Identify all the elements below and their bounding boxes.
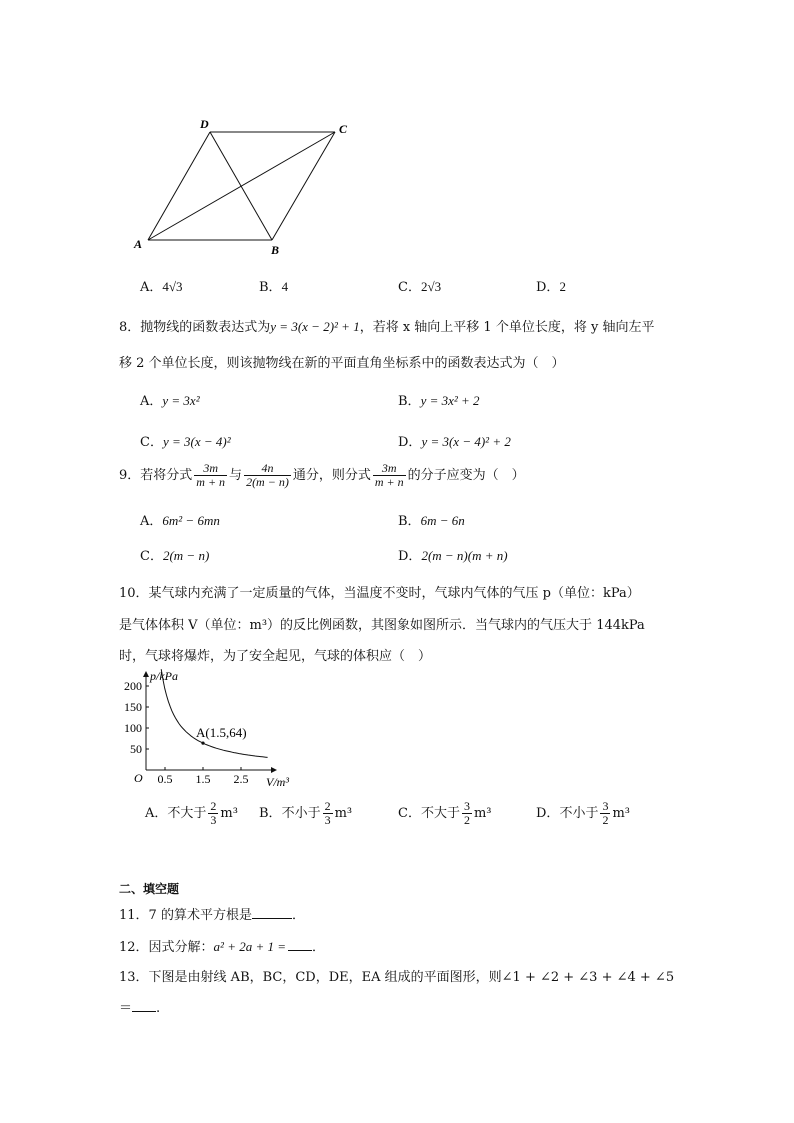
y-tick-label: 50 (130, 742, 142, 756)
q7-option-a[interactable]: A．4√3 (140, 279, 183, 295)
q11: 11．7 的算术平方根是 ． (119, 908, 305, 923)
q8-option-a[interactable]: A．y = 3x² (140, 393, 200, 409)
q13-line1: 13．下图是由射线 AB，BC，CD，DE，EA 组成的平面图形，则∠1 + ∠2 + ∠3 + ∠4 + ∠5 (119, 970, 675, 985)
q8-stem-line2: 移 2 个单位长度，则该抛物线在新的平面直角坐标系中的函数表达式为（ ） (119, 356, 565, 371)
q7-option-b[interactable]: B．4 (259, 279, 289, 295)
parallelogram-figure (130, 112, 360, 262)
q9-fraction-1: $\frac{3m}{m + n}$ (196, 461, 226, 489)
diagonal-db (210, 132, 272, 240)
q11-answer-blank[interactable] (252, 906, 292, 919)
q12: 12．因式分解：a² + 2a + 1 = ． (119, 939, 326, 955)
q10-stem-line3: 时，气球将爆炸，为了安全起见，气球的体积应（ ） (119, 649, 432, 664)
q10-option-a[interactable]: A．不大于 $\frac{2}{3}$ m³ (145, 799, 238, 827)
label-d: D (200, 117, 209, 131)
q13-answer-blank[interactable] (132, 999, 156, 1012)
origin-label: O (134, 771, 143, 785)
side-bc (272, 132, 335, 240)
q9-stem: 9．若将分式 $\frac{3m}{m + n}$ 与 $\frac{4n}{2(m - n)}$ 通分，则分式 $\frac{3m}{m + n}$ 的分子应变为（ ） (119, 461, 525, 489)
q9-fraction-3: $\frac{3m}{m + n}$ (374, 461, 404, 489)
section-title: 二、填空题 (119, 882, 180, 896)
q7-option-c[interactable]: C．2√3 (398, 279, 442, 295)
q10-option-d[interactable]: D．不小于 $\frac{3}{2}$ m³ (536, 799, 630, 827)
q9-option-d[interactable]: D．2(m − n)(m + n) (398, 548, 508, 564)
x-tick-label: 2.5 (233, 772, 249, 786)
x-tick-label: 1.5 (195, 772, 211, 786)
q10-stem-line1: 10．某气球内充满了一定质量的气体，当温度不变时，气球内气体的气压 p（单位：kPa） (119, 586, 640, 601)
q13-line2: ＝ . (119, 1001, 161, 1016)
q9-option-c[interactable]: C．2(m − n) (140, 548, 210, 564)
y-axis-label: p/kPa (150, 669, 178, 683)
side-da (148, 132, 210, 240)
q10-option-b[interactable]: B．不小于 $\frac{2}{3}$ m³ (259, 799, 353, 827)
q9-fraction-2: $\frac{4n}{2(m - n)}$ (246, 461, 289, 489)
q8-option-d[interactable]: D．y = 3(x − 4)² + 2 (398, 434, 511, 450)
point-a-label: A(1.5,64) (196, 725, 247, 741)
label-a: A (134, 237, 143, 251)
q9-option-a[interactable]: A．6m² − 6mn (140, 513, 220, 529)
x-axis-label: V/m³ (266, 775, 289, 789)
q8-option-b[interactable]: B．y = 3x² + 2 (398, 393, 480, 409)
label-c: C (339, 122, 348, 136)
y-tick-label: 200 (124, 679, 142, 693)
q9-option-b[interactable]: B．6m − 6n (398, 513, 465, 529)
q10-stem-line2: 是气体体积 V（单位：m³）的反比例函数，其图象如图所示．当气球内的气压大于 144kPa (119, 618, 645, 633)
q8-stem-line1: 8．抛物线的函数表达式为y = 3(x − 2)² + 1，若将 x 轴向上平移 1 个单位长度，将 y 轴向左平 (119, 319, 655, 335)
q10-option-c[interactable]: C．不大于 $\frac{3}{2}$ m³ (398, 799, 492, 827)
x-tick-label: 0.5 (157, 772, 173, 786)
pressure-volume-chart (110, 666, 310, 794)
y-tick-label: 150 (124, 700, 142, 714)
label-b: B (271, 243, 280, 257)
q12-answer-blank[interactable] (288, 938, 312, 951)
point-a (201, 742, 204, 745)
y-tick-label: 100 (124, 721, 142, 735)
q7-option-d[interactable]: D．2 (536, 279, 566, 295)
q8-option-c[interactable]: C．y = 3(x − 4)² (140, 434, 231, 450)
q8-equation: y = 3(x − 2)² + 1 (270, 319, 360, 334)
